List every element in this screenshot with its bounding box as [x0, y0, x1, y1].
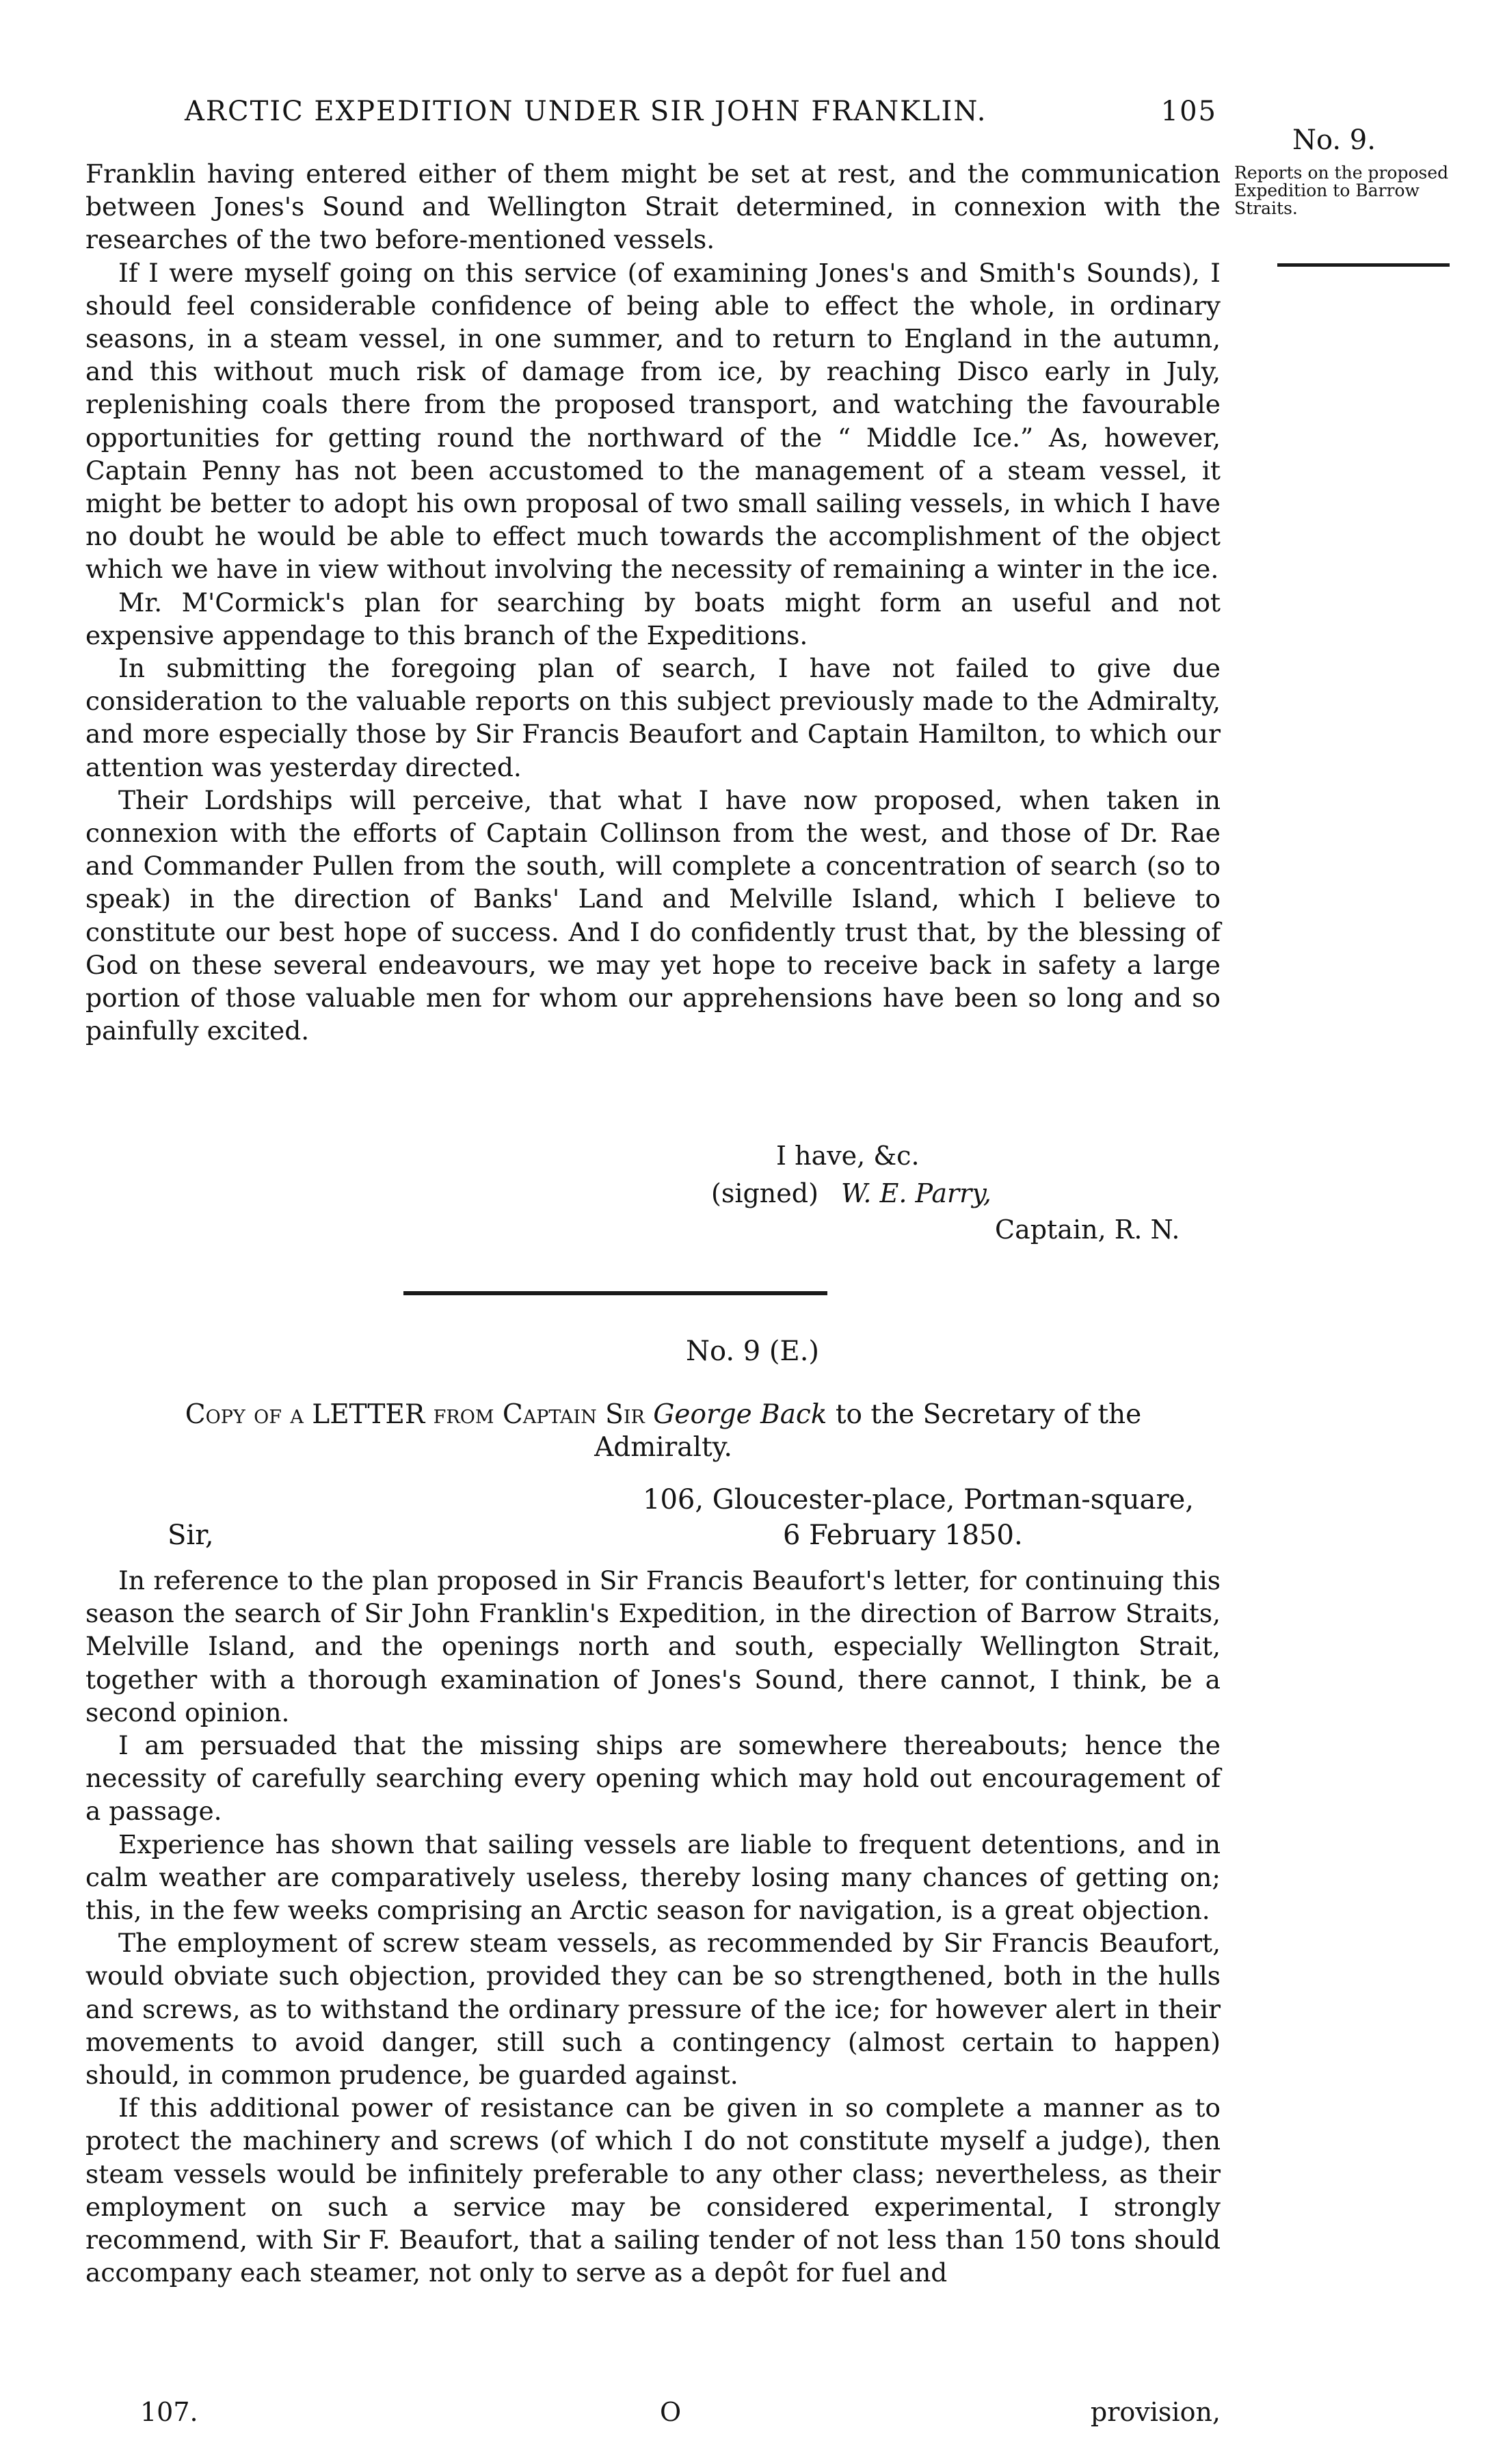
parry-paragraph-5: Their Lordships will perceive, that what I have now proposed, when taken in connexion with the efforts of Captain Collinson from the west, and those of Dr. Rae and Commander Pullen from the south, will complete a concentration of search (so to speak) in the direction of Banks' Land and Melville Island, which I believe to constitute our best hope of success. And I do confidently trust that, by the blessing of God on these several endeavours, we may yet hope to receive back in safety a large portion of those valuable men for whom our apprehensions have been so long and so painfully excited. — [85, 784, 1221, 1046]
heading-name: George Back — [653, 1399, 827, 1430]
parry-letter-body — [85, 157, 1221, 1047]
signature-mark: 107. — [140, 2397, 198, 2427]
back-paragraph-5: If this additional power of resistance can be given in so complete a manner as to protect the machinery and screws (of which I do not constitute myself a judge), then steam vessels would be infinitely preferable to any other class; nevertheless, as their employment on such a service may be considered experimental, I strongly recommend, with Sir F. Beaufort, that a sailing tender of not less than 150 tons should accompany each steamer, not only to serve as a depôt for fuel and — [85, 2093, 1221, 2288]
salutation: Sir, — [168, 1520, 214, 1551]
catchword: provision, — [1090, 2397, 1221, 2427]
heading-suffix: to the Secretary of the Admiralty. — [594, 1399, 1142, 1463]
parry-paragraph-1: Franklin having entered either of them might be set at rest, and the communication between Jones's Sound and Wellington Strait determined, in connexion with the researches of the two before-mentioned vessels. — [85, 159, 1221, 255]
margin-rule — [1277, 263, 1450, 267]
parry-paragraph-4: In submitting the foregoing plan of search, I have not failed to give due consideration to the valuable reports on this subject previously made to the Admiralty, and more especially those by Sir Francis Beaufort and Captain Hamilton, to which our attention was yesterday directed. — [85, 653, 1221, 782]
page-number: 105 — [1160, 96, 1217, 127]
closing-phrase: I have, &c. — [776, 1141, 920, 1171]
parry-paragraph-3: Mr. M'Cormick's plan for searching by boats might form an useful and not expensive appendage to this branch of the Expeditions. — [85, 587, 1221, 650]
back-paragraph-3: Experience has shown that sailing vessels are liable to frequent detentions, and in calm weather are comparatively useless, thereby losing many chances of getting on; this, in the few weeks comprising an Arctic season for navigation, is a great objection. — [85, 1829, 1221, 1926]
parry-paragraph-2: If I were myself going on this service (of examining Jones's and Smith's Sounds), I should feel considerable confidence of being able to effect the whole, in ordinary seasons, in a steam vessel, in one summer, and to return to England in the autumn, and this without much risk of damage from ice, by reaching Disco early in July, replenishing coals there from the proposed transport, and watching the favourable opportunities for getting round the northward of the “ Middle Ice.” As, however, Captain Penny has not been accustomed to the management of a steam vessel, it might be better to adopt his own proposal of two small sailing vessels, in which I have no doubt he would be able to effect much towards the accomplishment of the object which we have in view without involving the necessity of remaining a winter in the ice. — [85, 257, 1221, 585]
back-letter-body — [85, 1564, 1221, 2289]
sender-address: 106, Gloucester-place, Portman-square, — [643, 1484, 1194, 1515]
running-head — [185, 96, 1217, 127]
margin-side-note: Reports on the proposed Expedition to Barrow Straits. — [1234, 163, 1449, 218]
margin-document-number: No. 9. — [1292, 124, 1376, 156]
running-head-title: ARCTIC EXPEDITION UNDER SIR JOHN FRANKLIN. — [185, 96, 987, 127]
signatory-name: W. E. Parry, — [841, 1178, 991, 1208]
signed-label: (signed) — [711, 1178, 818, 1208]
back-paragraph-2: I am persuaded that the missing ships are somewhere thereabouts; hence the necessity of carefully searching every opening which may hold out encouragement of a passage. — [85, 1730, 1221, 1827]
heading-prefix: Copy of a LETTER from Captain Sir — [185, 1399, 645, 1430]
signatory-rank: Captain, R. N. — [995, 1215, 1180, 1245]
letter-date: 6 February 1850. — [783, 1520, 1023, 1551]
back-paragraph-4: The employment of screw steam vessels, as recommended by Sir Francis Beaufort, would obviate such objection, provided they can be so strengthened, both in the hulls and screws, as to withstand the ordinary pressure of the ice; for however alert in their movements to avoid danger, still such a contingency (almost certain to happen) should, in common prudence, be guarded against. — [85, 1928, 1221, 2091]
back-letter-number: No. 9 (E.) — [685, 1336, 820, 1367]
sheet-letter: O — [660, 2397, 682, 2427]
section-rule — [403, 1291, 827, 1295]
back-letter-heading — [123, 1399, 1203, 1464]
back-paragraph-1: In reference to the plan proposed in Sir Francis Beaufort's letter, for continuing this season the search of Sir John Franklin's Expedition, in the direction of Barrow Straits, Melville Island, and the openings north and south, especially Wellington Strait, together with a thorough examination of Jones's Sound, there cannot, I think, be a second opinion. — [85, 1565, 1221, 1727]
